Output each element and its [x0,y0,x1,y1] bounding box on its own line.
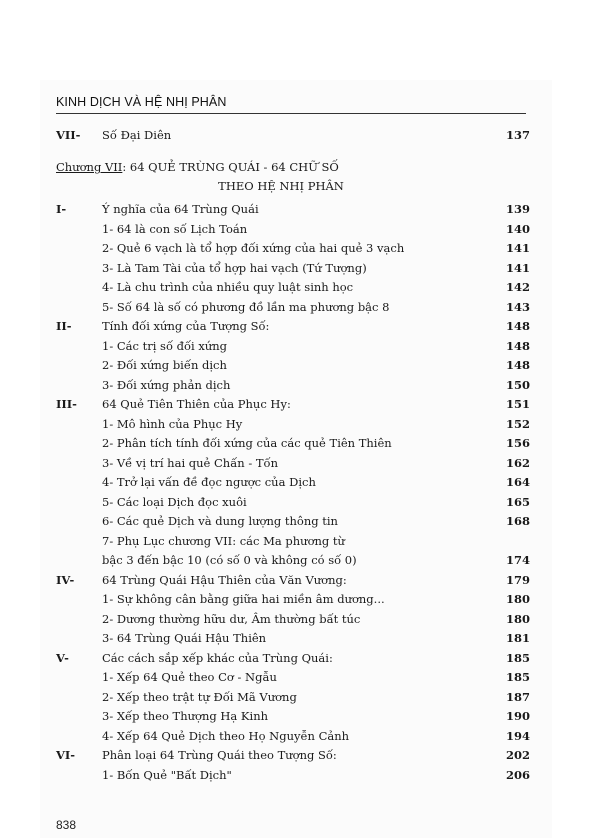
entry-page: 179 [505,572,530,587]
toc-entry [56,356,530,375]
entry-title: bậc 3 đến bậc 10 (có số 0 và không có số 0) [102,553,357,567]
toc-entry [56,278,530,297]
entry-title: 2- Đối xứng biến dịch [102,358,227,372]
entry-page: 151 [505,397,530,411]
toc-entry [56,239,530,258]
entry-page: 142 [505,280,530,294]
entry-title: Ý nghĩa của 64 Trùng Quái [102,202,259,216]
toc-entry [56,415,530,434]
entry-title: 4- Trở lại vấn đề đọc ngược của Dịch [102,475,316,489]
entry-title: 5- Số 64 là số có phương đồ lần ma phương bậc 8 [102,299,390,314]
toc-entry [56,629,530,648]
entry-title: 1- Mô hình của Phục Hy [102,416,243,431]
entry-title: 3- Về vị trí hai quẻ Chấn - Tốn [102,455,278,470]
entry-title: 64 Quẻ Tiên Thiên của Phục Hy: [102,397,291,411]
page-number: 838 [56,818,77,832]
entry-page: 150 [505,377,530,392]
entry-page: 180 [505,611,530,626]
toc-entry [56,434,530,453]
entry-title: 3- Là Tam Tài của tổ hợp hai vạch (Tứ Tượng) [102,260,367,275]
entry-page: 148 [505,358,530,372]
toc-entry [56,551,530,570]
entry-number: V- [56,650,69,665]
toc-entry [56,376,530,395]
entry-number: VII- [56,128,81,142]
entry-page: 140 [505,221,530,236]
entry-page: 206 [505,767,530,782]
entry-number: IV- [56,572,75,587]
entry-title: 1- 64 là con số Lịch Toán [102,221,248,236]
toc-entry [56,493,530,512]
chapter-title-line2: THEO HỆ NHỊ PHÂN [218,179,344,193]
entry-page: 185 [505,670,530,684]
toc-entry [56,220,530,239]
entry-page: 143 [505,299,530,314]
entry-number: VI- [56,748,76,762]
entry-page: 162 [505,455,530,470]
toc-entry [56,200,530,219]
entry-page: 168 [505,514,530,528]
toc-entry [56,395,530,414]
entry-page: 202 [505,748,530,762]
toc-entry [56,532,530,551]
entry-page: 194 [505,728,530,743]
toc-entry [56,454,530,473]
chapter-heading [56,158,486,196]
entry-title: 1- Bốn Quẻ "Bất Dịch" [102,767,232,782]
toc-entry [56,610,530,629]
toc-entry [56,317,530,336]
entry-title: Các cách sắp xếp khác của Trùng Quái: [102,650,333,665]
entry-title: 1- Các trị số đối xứng [102,338,228,353]
entry-title: 5- Các loại Dịch đọc xuôi [102,494,247,509]
toc-entry [56,727,530,746]
entry-page: 190 [505,709,530,723]
toc-entry [56,668,530,687]
entry-page: 180 [505,592,530,606]
entry-page: 174 [505,553,530,567]
entry-title: 6- Các quẻ Dịch và dung lượng thông tin [102,514,338,528]
entry-page: 141 [505,260,530,275]
entry-title: 2- Phân tích tính đối xứng của các quẻ Tiên Thiên [102,436,392,450]
entry-title: 7- Phụ Lục chương VII: các Ma phương từ [102,533,345,548]
entry-page: 181 [505,631,530,645]
toc-entry [56,126,530,145]
toc-entry [56,766,530,785]
entry-page: 165 [505,494,530,509]
toc-entry [56,688,530,707]
toc-entry [56,746,530,765]
toc-entry [56,298,530,317]
entry-title: 3- Đối xứng phản dịch [102,377,231,392]
entry-page: 187 [505,689,530,704]
entry-page: 152 [505,416,530,431]
entry-title: Tính đối xứng của Tượng Số: [102,319,270,333]
entry-page: 137 [505,128,530,142]
header-rule [56,113,526,114]
entry-number: II- [56,319,72,333]
toc-entry [56,473,530,492]
entry-title: 3- Xếp theo Thượng Hạ Kinh [102,709,269,723]
toc-entry [56,571,530,590]
entry-title: 2- Xếp theo trật tự Đối Mã Vương [102,689,297,704]
entry-page: 164 [505,475,530,489]
entry-title: 64 Trùng Quái Hậu Thiên của Văn Vương: [102,572,347,587]
entry-title: 2- Dương thường hữu dư, Âm thường bất túc [102,611,361,626]
entry-page: 148 [505,338,530,353]
entry-title: 2- Quẻ 6 vạch là tổ hợp đối xứng của hai quẻ 3 vạch [102,241,405,255]
toc-entry [56,512,530,531]
entry-number: I- [56,202,67,216]
entry-title: 1- Xếp 64 Quẻ theo Cơ - Ngẫu [102,670,277,684]
toc-entry [56,337,530,356]
entry-page: 148 [505,319,530,333]
toc-entry [56,707,530,726]
entry-page: 156 [505,436,530,450]
toc-entry [56,649,530,668]
entry-title: 4- Là chu trình của nhiều quy luật sinh học [102,280,354,294]
entry-page: 141 [505,241,530,255]
entry-title: 3- 64 Trùng Quái Hậu Thiên [102,631,267,645]
entry-title: 4- Xếp 64 Quẻ Dịch theo Họ Nguyễn Cảnh [102,728,350,743]
running-head: KINH DỊCH VÀ HỆ NHỊ PHÂN [56,95,227,109]
toc-entry [56,259,530,278]
toc-entry [56,590,530,609]
entry-page: 139 [505,202,530,216]
entry-title: Số Đại Diên [102,128,172,142]
entry-title: Phân loại 64 Trùng Quái theo Tượng Số: [102,748,337,762]
chapter-label: Chương VII [56,160,123,174]
entry-number: III- [56,397,77,411]
entry-page: 185 [505,650,530,665]
chapter-title-line1: : 64 QUẺ TRÙNG QUÁI - 64 CHỮ SỐ [122,160,339,174]
entry-title: 1- Sự không cân bằng giữa hai miền âm dương... [102,592,385,606]
